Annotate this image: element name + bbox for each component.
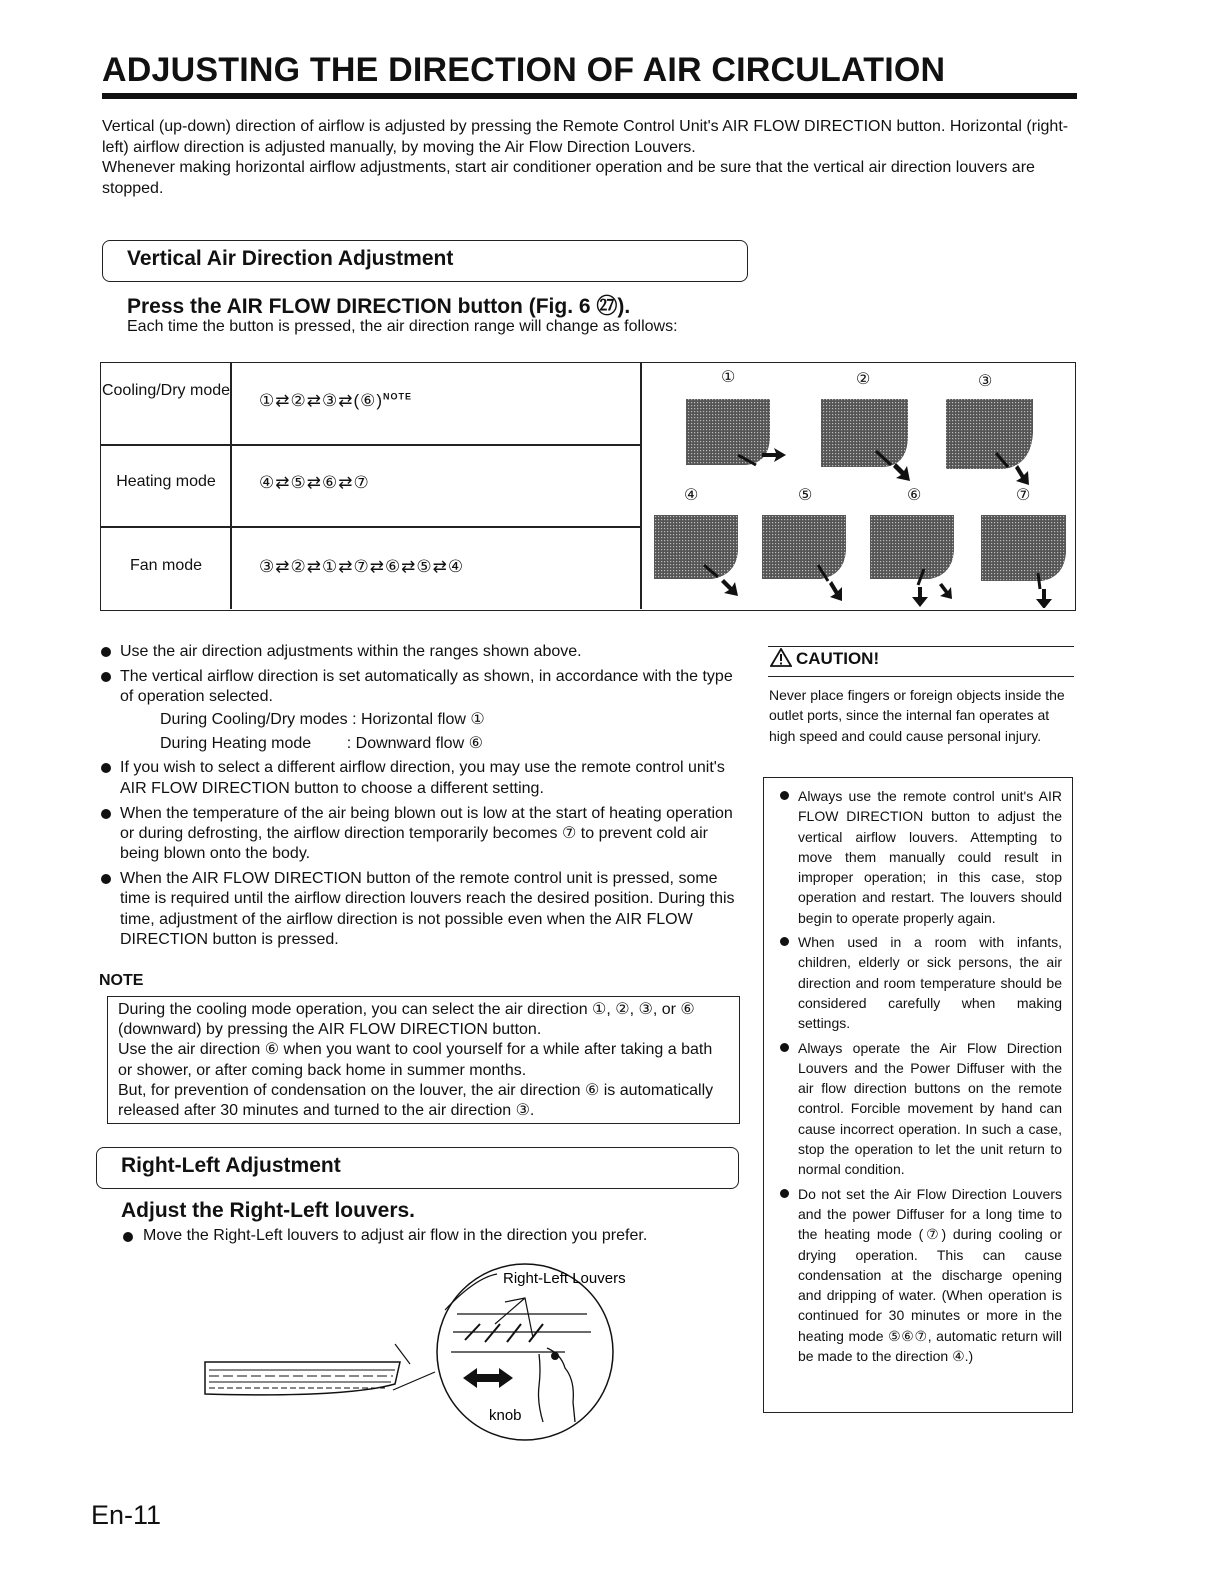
direction-number: ⑦ xyxy=(1016,487,1031,504)
note-paragraph-1: During the cooling mode operation, you can select the air direction ①, ②, ③, or ⑥ (downward) by pressing the AIR FLOW DIRECTION button. xyxy=(118,1001,695,1039)
list-item xyxy=(100,667,745,754)
note-label: NOTE xyxy=(99,972,144,989)
louver-direction-6 xyxy=(870,515,954,607)
page-number: En-11 xyxy=(91,1500,162,1530)
list-item: Do not set the Air Flow Direction Louvers and the power Diffuser for a long time to the heating mode (⑦) during cooling or drying operation. This can cause condensation at the discharge opening and dripping of water. (When operation is continued for 30 minutes or more in the heating mode ⑤⑥⑦, automatic return will be made to the direction ④.) xyxy=(776,1184,1062,1367)
list-item-text: The vertical airflow direction is set automatically as shown, in accordance with the type of operation selected. xyxy=(120,667,733,706)
mode-direction-table xyxy=(100,362,1076,611)
press-instruction: Press the AIR FLOW DIRECTION button (Fig. 6 ㉗). xyxy=(127,295,631,318)
move-louvers-text: Move the Right-Left louvers to adjust air flow in the direction you prefer. xyxy=(121,1227,647,1245)
direction-number: ④ xyxy=(684,487,699,504)
direction-number: ③ xyxy=(978,373,993,390)
note-paragraph-2: Use the air direction ⑥ when you want to cool yourself for a while after taking a bath or shower, or after coming back home in summer months. xyxy=(118,1041,713,1079)
louver-direction-3 xyxy=(946,399,1033,485)
list-item: Always use the remote control unit's AIR FLOW DIRECTION button to adjust the vertical airflow louvers. Attempting to move them manually could result in improper operation; in this case, stop operation and restart. The louvers should begin to operate properly again. xyxy=(776,786,1062,928)
table-divider xyxy=(101,526,641,528)
table-divider xyxy=(640,363,642,609)
rightleft-section-heading-box xyxy=(96,1147,739,1189)
cooling-default-flow: During Cooling/Dry modes : Horizontal flow ① xyxy=(160,711,485,729)
title-rule xyxy=(102,93,1077,99)
direction-number: ② xyxy=(856,371,871,388)
sequence-heating: ④⇄⑤⇄⑥⇄⑦ xyxy=(259,473,370,492)
caution-text: Never place fingers or foreign objects inside the outlet ports, since the internal fan operates at high speed and could cause personal injury. xyxy=(769,687,1065,744)
list-item: When the temperature of the air being blown out is low at the start of heating operation or during defrosting, the airflow direction temporarily becomes ⑦ to prevent cold air being blown onto the body. xyxy=(100,804,745,865)
mode-label-cooling: Cooling/Dry mode xyxy=(101,382,231,399)
sequence-cooling: ①⇄②⇄③⇄(⑥)$^{NOTE}$ xyxy=(259,391,413,410)
caution-heading xyxy=(770,648,879,669)
rightleft-section-heading: Right-Left Adjustment xyxy=(121,1154,341,1177)
mode-label-fan: Fan mode xyxy=(129,557,203,574)
adjust-instruction: Adjust the Right-Left louvers. xyxy=(121,1199,415,1222)
caution-title-text: CAUTION! xyxy=(796,649,880,668)
intro-text xyxy=(102,117,1078,199)
sequence-fan: ③⇄②⇄①⇄⑦⇄⑥⇄⑤⇄④ xyxy=(259,557,465,576)
vertical-section-heading-box xyxy=(102,240,748,282)
louver-direction-1 xyxy=(686,399,786,465)
list-item: When the AIR FLOW DIRECTION button of the remote control unit is pressed, some time is required until the airflow direction louvers reach the desired position. During this time, adjustment of the airflow direction is not possible even when the AIR FLOW DIRECTION button is pressed. xyxy=(100,869,745,950)
louver-direction-4 xyxy=(654,515,738,596)
rightleft-louver-illustration xyxy=(195,1262,635,1447)
mode-label-heating: Heating mode xyxy=(116,473,216,490)
louver-direction-illustrations xyxy=(646,393,1071,608)
louver-direction-2 xyxy=(821,399,910,481)
list-item: Use the air direction adjustments within the ranges shown above. xyxy=(100,642,745,662)
list-item: When used in a room with infants, children, elderly or sick persons, the air direction and room temperature should be considered carefully when making settings. xyxy=(776,932,1062,1033)
knob-label: knob xyxy=(489,1407,522,1424)
page-title: ADJUSTING THE DIRECTION OF AIR CIRCULATION xyxy=(102,51,946,89)
vertical-section-heading: Vertical Air Direction Adjustment xyxy=(127,247,454,270)
direction-number: ① xyxy=(721,369,736,386)
direction-number: ⑤ xyxy=(798,487,813,504)
warning-triangle-icon xyxy=(770,648,792,667)
each-press-text: Each time the button is pressed, the air direction range will change as follows: xyxy=(127,318,678,335)
intro-paragraph-1: Vertical (up-down) direction of airflow is adjusted by pressing the Remote Control Unit's AIR FLOW DIRECTION button. Horizontal (right-left) airflow direction is adjusted manually, by moving the Air Flow Direction Louvers. xyxy=(102,118,1069,156)
heating-default-flow: During Heating mode : Downward flow ⑥ xyxy=(160,734,483,752)
louver-direction-7 xyxy=(981,515,1066,608)
direction-bullet-list xyxy=(100,642,745,955)
note-paragraph-3: But, for prevention of condensation on the louver, the air direction ⑥ is automatically released after 30 minutes and turned to the air direction ③. xyxy=(118,1081,714,1120)
intro-paragraph-2: Whenever making horizontal airflow adjustments, start air conditioner operation and be sure that the vertical air direction louvers are stopped. xyxy=(102,159,1035,197)
caution-rule xyxy=(768,646,1074,647)
louver-direction-5 xyxy=(762,515,846,601)
note-box xyxy=(107,996,740,1124)
list-item: If you wish to select a different airflow direction, you may use the remote control unit's AIR FLOW DIRECTION button to choose a different setting. xyxy=(100,758,745,799)
table-divider xyxy=(101,444,641,446)
caution-rule xyxy=(768,676,1074,677)
direction-number: ⑥ xyxy=(907,487,922,504)
list-item: Always operate the Air Flow Direction Louvers and the Power Diffuser with the air flow direction buttons on the remote control. Forcible movement by hand can cause incorrect operation. In such a case, stop the operation to let the unit return to normal condition. xyxy=(776,1038,1062,1180)
caution-list-box xyxy=(763,777,1073,1413)
louvers-label: Right-Left Louvers xyxy=(503,1270,626,1287)
